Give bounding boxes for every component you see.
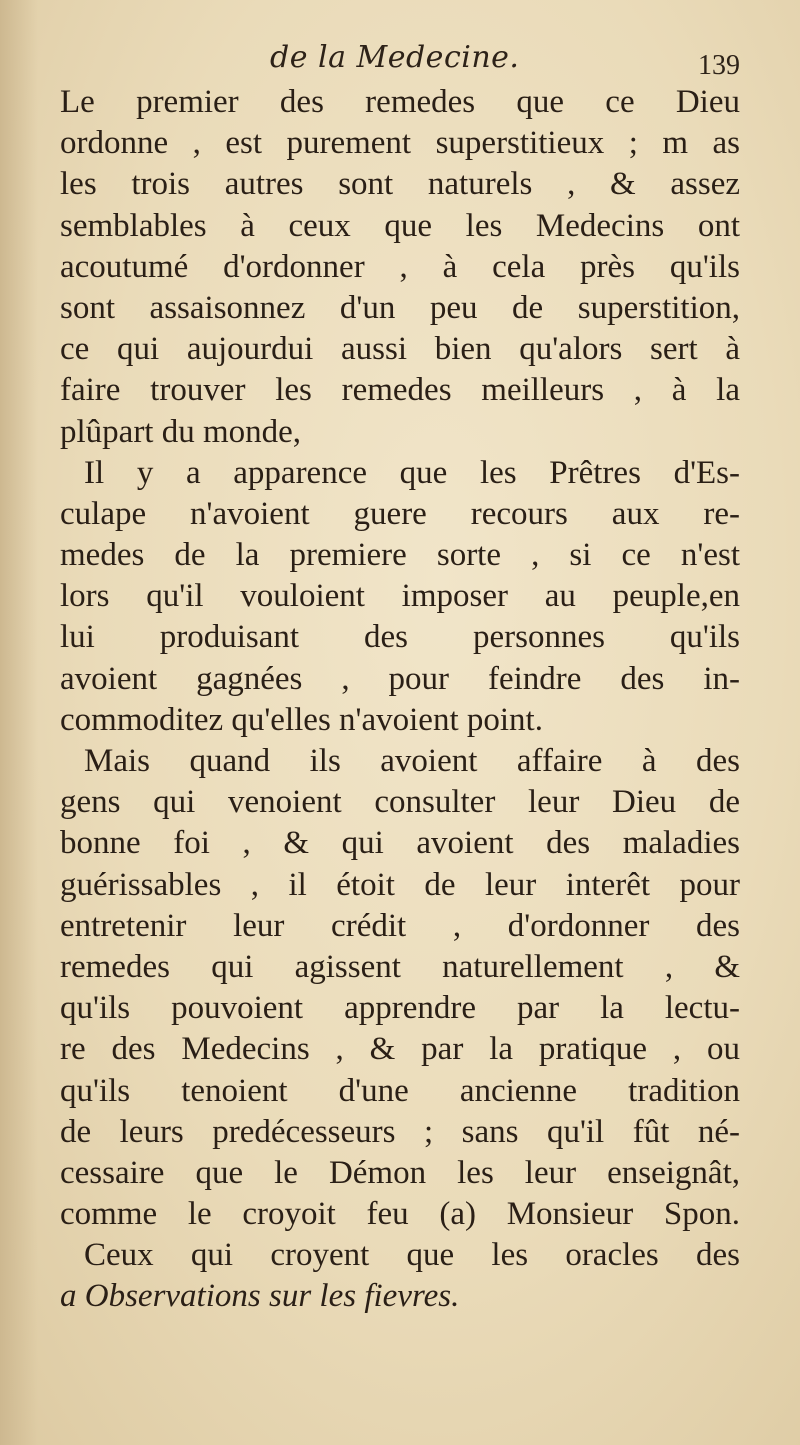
text-line: Ceux qui croyent que les oracles des <box>84 1237 740 1274</box>
text-line: Le premier des remedes que ce Dieu <box>60 84 740 120</box>
text-line: avoient gagnées , pour feindre des in- <box>60 660 740 697</box>
text-line: cessaire que le Démon les leur enseignât, <box>60 1154 740 1191</box>
text-line: de leurs predécesseurs ; sans qu'il fût né- <box>60 1113 740 1150</box>
text-line: gens qui venoient consulter leur Dieu de <box>60 784 740 821</box>
text-line: faire trouver les remedes meilleurs , à la <box>60 372 740 409</box>
text-line: re des Medecins , & par la pratique , ou <box>60 1031 740 1068</box>
text-line: les trois autres sont naturels , & assez <box>60 166 740 203</box>
text-line: ce qui aujourdui aussi bien qu'alors sert à <box>60 331 740 368</box>
text-line: ordonne , est purement superstitieux ; m as <box>60 125 740 162</box>
text-line: lors qu'il vouloient imposer au peuple,en <box>60 578 740 615</box>
text-line: guérissables , il étoit de leur interêt pour <box>60 866 740 903</box>
footnote: a Observations sur les fievres. <box>60 1278 460 1315</box>
text-line: entretenir leur crédit , d'ordonner des <box>60 907 740 944</box>
text-line: Il y a apparence que les Prêtres d'Es- <box>84 454 740 491</box>
text-line: lui produisant des personnes qu'ils <box>60 619 740 656</box>
text-line: plûpart du monde, <box>60 413 302 450</box>
text-line: sont assaisonnez d'un peu de superstition, <box>60 289 740 326</box>
text-line: remedes qui agissent naturellement , & <box>60 948 740 985</box>
text-line: comme le croyoit feu (a) Monsieur Spon. <box>60 1196 740 1233</box>
page-header <box>0 40 800 86</box>
text-line: qu'ils pouvoient apprendre par la lectu- <box>60 990 740 1027</box>
page-number: 139 <box>698 50 740 81</box>
text-line: medes de la premiere sorte , si ce n'est <box>60 537 740 574</box>
text-line: Mais quand ils avoient affaire à des <box>84 743 740 779</box>
text-line: qu'ils tenoient d'une ancienne tradition <box>60 1072 740 1109</box>
text-line: bonne foi , & qui avoient des maladies <box>60 825 740 862</box>
text-line: culape n'avoient guere recours aux re- <box>60 495 740 532</box>
page-gutter-shadow <box>0 0 38 1445</box>
text-line: commoditez qu'elles n'avoient point. <box>60 701 543 738</box>
text-line: acoutumé d'ordonner , à cela près qu'ils <box>60 248 740 285</box>
running-head: de la Medecine. <box>270 40 520 75</box>
body-text <box>60 82 740 1318</box>
text-line: semblables à ceux que les Medecins ont <box>60 207 740 244</box>
